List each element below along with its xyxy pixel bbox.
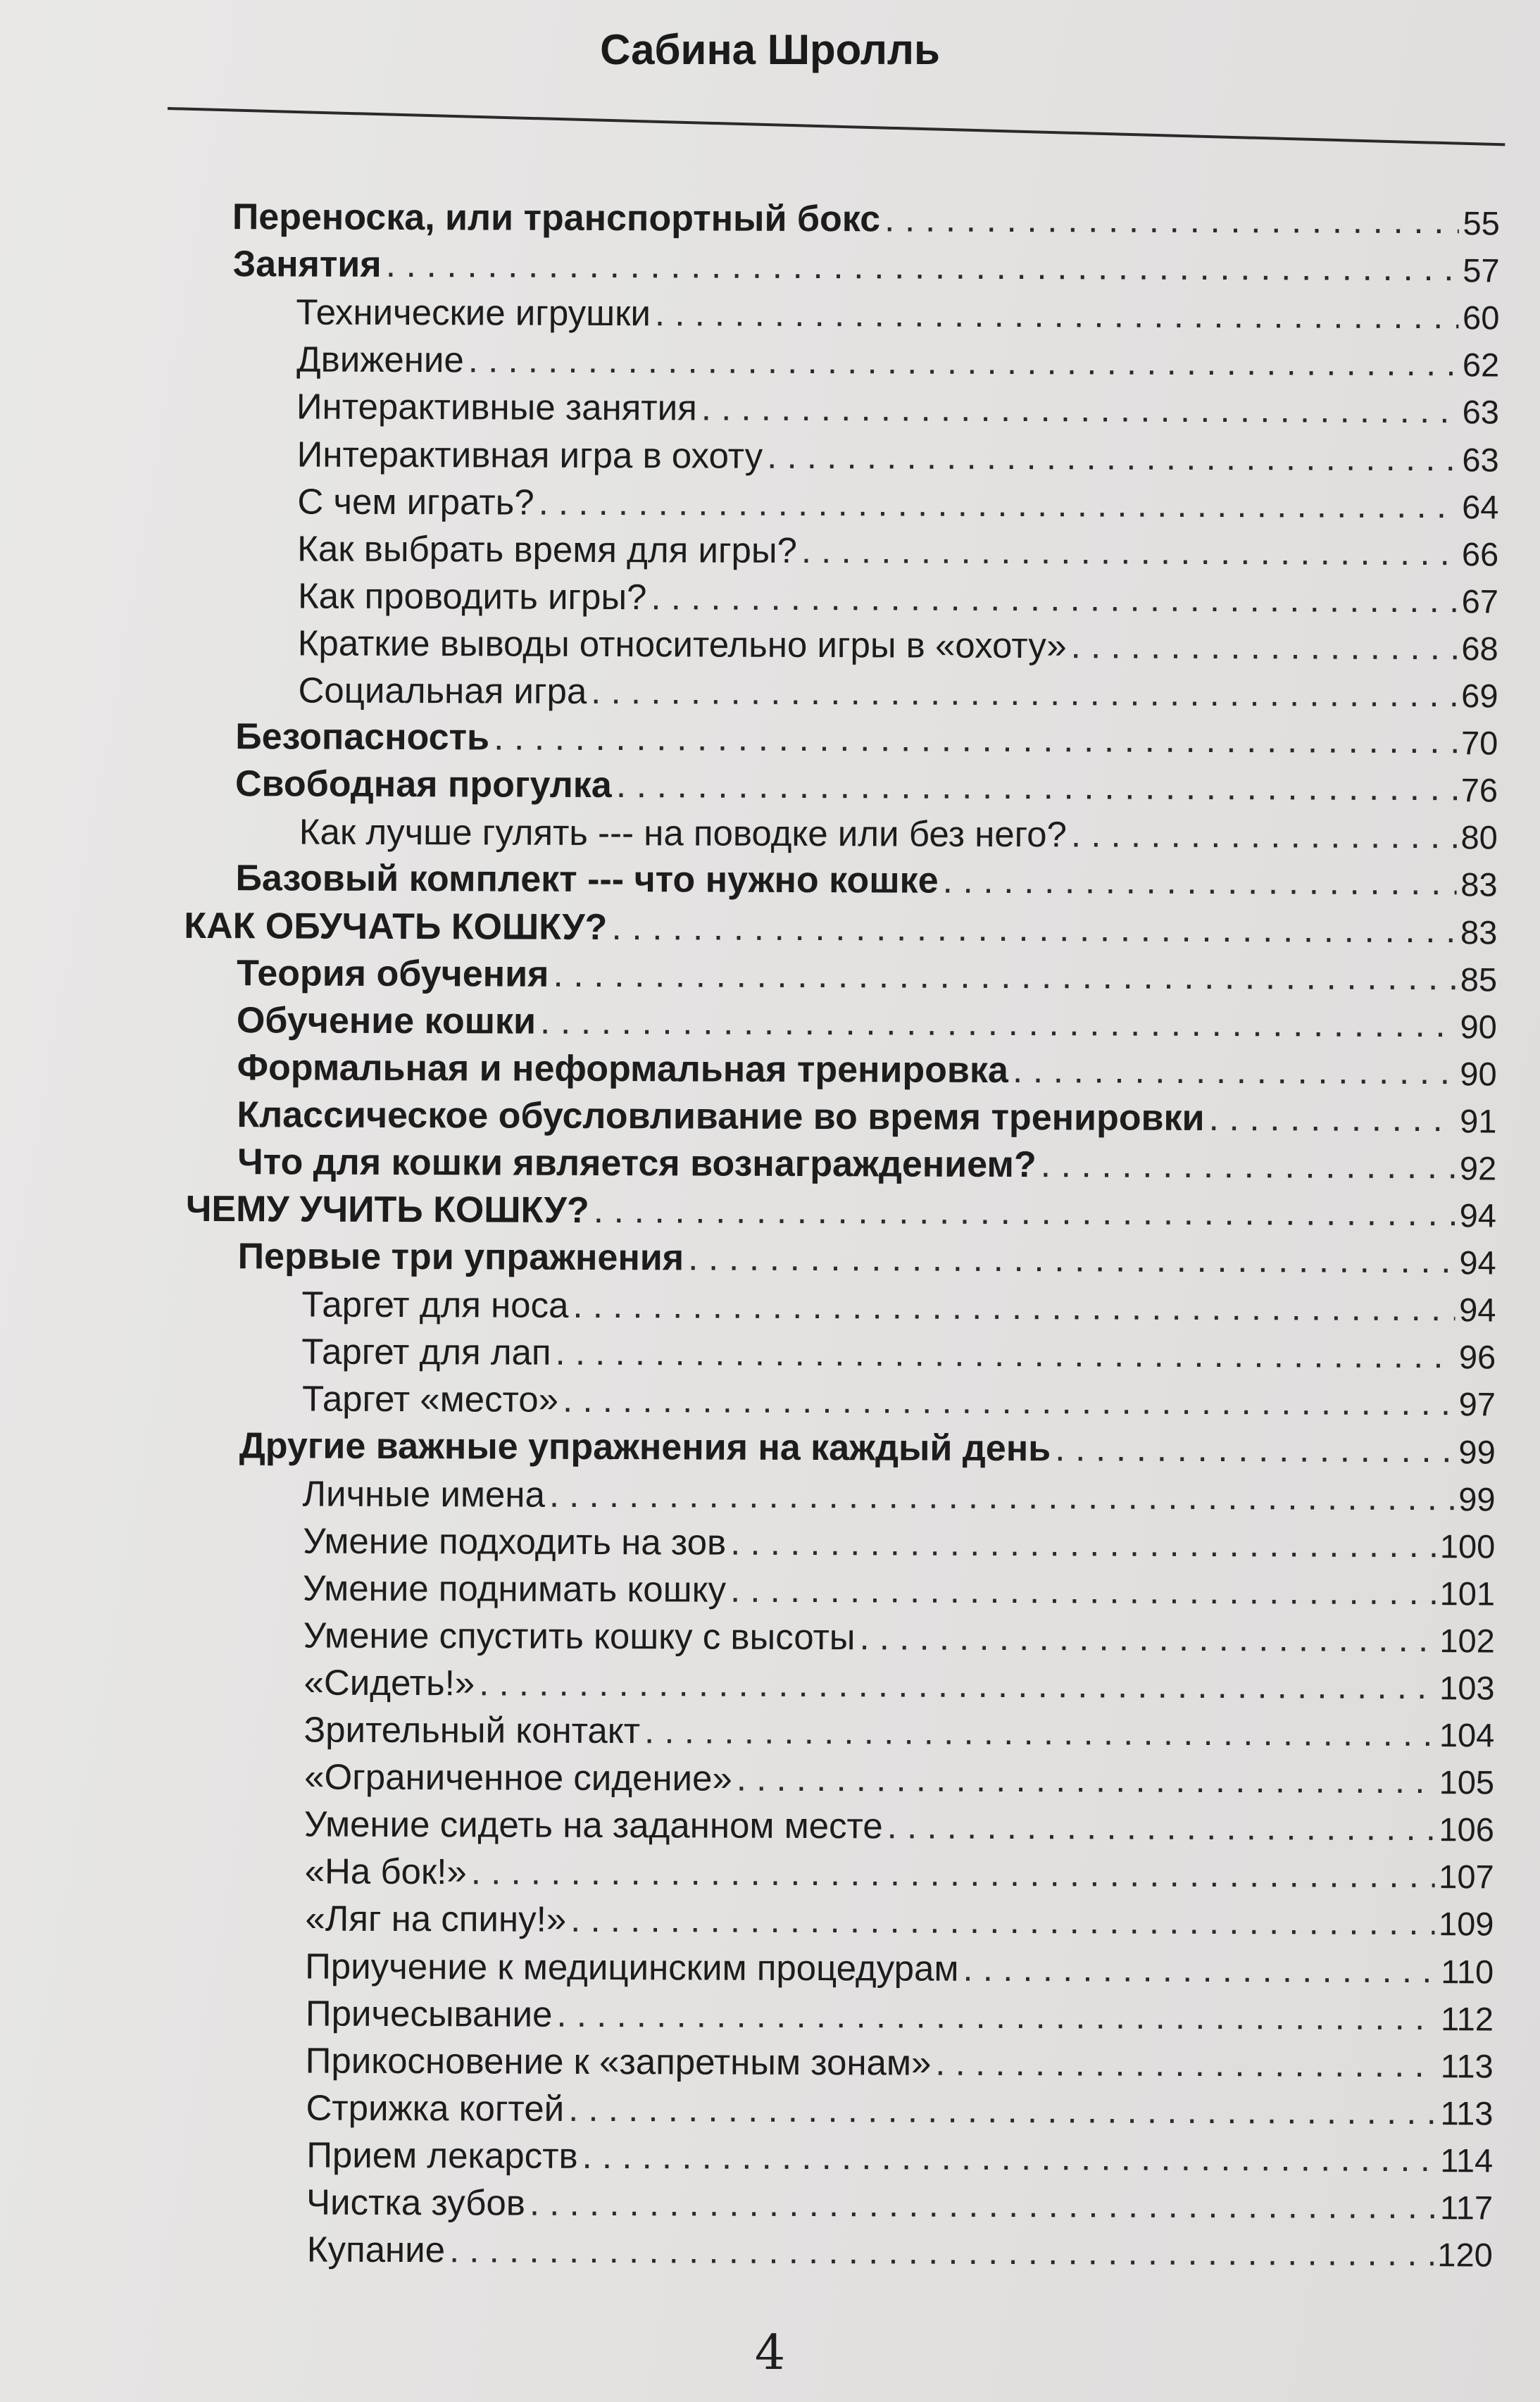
toc-entry-title: Умение сидеть на заданном месте <box>303 1803 883 1846</box>
toc-dot-leader <box>859 1619 1435 1657</box>
toc-dot-leader <box>471 1854 1435 1894</box>
toc-entry <box>0 664 1539 717</box>
toc-entry-page: 67 <box>1461 582 1499 620</box>
toc-entry-title: Приучение к медицинским процедурам <box>305 1946 959 1989</box>
toc-entry <box>0 1325 1536 1378</box>
toc-entry-page: 63 <box>1462 440 1499 478</box>
toc-dot-leader <box>540 1003 1456 1043</box>
toc-entry-title: Базовый комплект --- что нужно кошке <box>235 858 939 902</box>
toc-entry <box>0 1845 1534 1898</box>
toc-entry-title: КАК ОБУЧАТЬ КОШКУ? <box>184 905 608 948</box>
toc-dot-leader <box>530 2185 1436 2224</box>
toc-entry <box>0 570 1539 623</box>
toc-entry-page: 85 <box>1460 960 1498 999</box>
toc-dot-leader <box>611 909 1456 949</box>
toc-dot-leader <box>1071 817 1457 854</box>
toc-entry-page: 109 <box>1438 1905 1494 1943</box>
toc-dot-leader <box>801 532 1458 570</box>
toc-dot-leader <box>651 579 1457 618</box>
toc-dot-leader <box>655 296 1458 334</box>
toc-entry-title: Занятия <box>232 244 382 286</box>
toc-entry-page: 104 <box>1439 1716 1495 1754</box>
toc-entry-page: 70 <box>1460 724 1498 762</box>
toc-entry-page: 113 <box>1440 2094 1494 2132</box>
toc-dot-leader <box>563 1382 1455 1420</box>
toc-entry-page: 64 <box>1462 487 1499 526</box>
toc-entry-page: 100 <box>1439 1527 1496 1565</box>
toc-entry-title: Как проводить игры? <box>297 575 647 618</box>
toc-entry-title: Умение подходить на зов <box>303 1520 727 1563</box>
toc-entry <box>0 1278 1536 1331</box>
toc-entry-page: 112 <box>1440 1999 1494 2038</box>
toc-dot-leader <box>1041 1146 1456 1184</box>
toc-dot-leader <box>1208 1100 1456 1137</box>
toc-entry-title: «Ляг на спину!» <box>305 1898 567 1940</box>
toc-entry-title: ЧЕМУ УЧИТЬ КОШКУ? <box>185 1188 589 1231</box>
toc-entry-title: Как выбрать время для игры? <box>297 528 798 570</box>
toc-dot-leader <box>449 2232 1434 2271</box>
toc-entry-page: 113 <box>1440 2046 1494 2085</box>
toc-entry-title: Личные имена <box>302 1473 545 1515</box>
toc-entry-title: «Сидеть!» <box>303 1662 475 1703</box>
toc-entry-title: Прием лекарств <box>306 2134 578 2176</box>
toc-entry-title: Купание <box>306 2229 446 2270</box>
toc-entry-page: 102 <box>1439 1622 1495 1660</box>
toc-entry-page: 66 <box>1461 534 1499 573</box>
toc-dot-leader <box>942 863 1456 901</box>
toc-entry-page: 103 <box>1439 1669 1495 1707</box>
toc-entry-title: Чистка зубов <box>306 2182 525 2223</box>
toc-entry-page: 90 <box>1460 1007 1497 1046</box>
toc-entry-title: Формальная и неформальная тренировка <box>237 1046 1008 1091</box>
toc-entry-title: Первые три упражнения <box>237 1236 684 1279</box>
toc-entry-page: 105 <box>1439 1763 1495 1801</box>
toc-entry-title: Зрительный контакт <box>303 1709 641 1751</box>
toc-entry-title: Безопасность <box>235 716 490 758</box>
toc-entry <box>0 1420 1536 1472</box>
toc-entry-page: 83 <box>1460 865 1498 903</box>
toc-entry-page: 55 <box>1463 204 1500 242</box>
toc-entry <box>0 1751 1534 1803</box>
table-of-contents <box>0 192 1540 2276</box>
toc-entry <box>0 617 1539 670</box>
toc-entry <box>0 1939 1534 1992</box>
toc-entry-title: Таргет для лап <box>301 1331 551 1373</box>
toc-entry-title: Интерактивные занятия <box>296 386 697 428</box>
toc-entry-page: 99 <box>1458 1432 1496 1470</box>
toc-dot-leader <box>1071 627 1458 665</box>
toc-entry-title: Прикосновение к «запретным зонам» <box>305 2040 932 2083</box>
toc-dot-leader <box>730 1571 1436 1609</box>
toc-entry-page: 114 <box>1440 2141 1494 2179</box>
toc-entry <box>0 947 1537 1000</box>
toc-entry <box>0 1609 1535 1662</box>
toc-entry <box>0 286 1540 339</box>
toc-entry-page: 101 <box>1439 1574 1496 1613</box>
toc-entry <box>0 1892 1534 1945</box>
toc-entry-title: «Ограниченное сидение» <box>304 1756 732 1799</box>
toc-entry-page: 94 <box>1459 1291 1496 1329</box>
header-rule <box>168 107 1505 146</box>
toc-entry-page: 80 <box>1460 818 1498 856</box>
toc-entry-page: 99 <box>1458 1480 1496 1518</box>
toc-entry-title: Переноска, или транспортный бокс <box>232 196 881 240</box>
toc-entry-title: «На бок!» <box>304 1851 467 1892</box>
toc-entry-title: Умение поднимать кошку <box>302 1568 727 1610</box>
toc-entry-page: 94 <box>1459 1196 1497 1234</box>
toc-entry <box>0 2129 1533 2182</box>
toc-dot-leader <box>494 720 1457 760</box>
toc-dot-leader <box>479 1665 1435 1704</box>
toc-dot-leader <box>556 1996 1436 2034</box>
toc-dot-leader <box>616 767 1457 806</box>
toc-entry <box>0 2223 1533 2276</box>
toc-entry-title: Интерактивная игра в охоту <box>296 434 763 476</box>
toc-entry-title: Социальная игра <box>298 670 587 711</box>
toc-dot-leader <box>553 956 1456 995</box>
toc-dot-leader <box>701 390 1458 429</box>
toc-entry-title: Классическое обусловливание во время тренировки <box>237 1094 1205 1139</box>
toc-entry-page: 97 <box>1458 1385 1496 1423</box>
toc-entry <box>0 806 1538 858</box>
toc-entry-page: 107 <box>1439 1858 1494 1896</box>
toc-entry <box>0 1656 1535 1709</box>
toc-dot-leader <box>887 1808 1435 1846</box>
toc-entry <box>0 333 1539 386</box>
toc-entry-title: Другие важные упражнения на каждый день <box>239 1425 1051 1469</box>
toc-entry-page: 76 <box>1460 771 1498 809</box>
toc-entry <box>0 192 1540 244</box>
toc-entry <box>0 1703 1534 1756</box>
toc-dot-leader <box>572 1287 1455 1326</box>
toc-entry <box>0 711 1538 764</box>
toc-entry-title: Теория обучения <box>237 952 549 995</box>
toc-entry <box>0 1468 1536 1520</box>
toc-entry-title: Умение спустить кошку с высоты <box>303 1615 856 1658</box>
toc-entry <box>0 1184 1536 1237</box>
toc-dot-leader <box>539 484 1458 523</box>
toc-entry-page: 91 <box>1460 1102 1497 1140</box>
toc-dot-leader <box>568 2091 1436 2129</box>
toc-dot-leader <box>1013 1052 1456 1090</box>
toc-entry-page: 92 <box>1459 1149 1497 1187</box>
toc-entry-page: 106 <box>1439 1810 1494 1849</box>
toc-dot-leader <box>570 1901 1434 1940</box>
toc-entry-page: 94 <box>1459 1244 1496 1282</box>
toc-entry-title: Технические игрушки <box>296 292 651 334</box>
toc-entry-page: 96 <box>1458 1338 1496 1376</box>
toc-entry-page: 120 <box>1437 2236 1493 2274</box>
toc-entry <box>0 1042 1537 1095</box>
page-number: 4 <box>754 2325 786 2381</box>
toc-dot-leader <box>688 1240 1456 1280</box>
toc-entry <box>0 1798 1534 1851</box>
toc-entry <box>0 1562 1535 1615</box>
toc-entry-page: 63 <box>1462 393 1500 431</box>
toc-entry-title: Обучение кошки <box>236 999 537 1042</box>
toc-dot-leader <box>386 246 1459 287</box>
toc-dot-leader <box>935 2044 1436 2082</box>
toc-entry <box>0 523 1539 575</box>
toc-entry <box>0 239 1540 292</box>
toc-dot-leader <box>591 673 1457 712</box>
toc-entry <box>0 900 1537 953</box>
toc-entry-title: Таргет «место» <box>301 1378 559 1420</box>
toc-entry <box>0 1372 1536 1425</box>
toc-dot-leader <box>1055 1430 1455 1468</box>
toc-entry <box>0 2176 1533 2229</box>
toc-entry <box>0 1515 1535 1568</box>
toc-entry <box>0 2082 1534 2134</box>
toc-entry <box>0 1231 1536 1284</box>
toc-dot-leader <box>468 342 1458 382</box>
toc-entry <box>0 1089 1537 1142</box>
toc-entry <box>0 475 1539 528</box>
toc-entry-title: Как лучше гулять --- на поводке или без него? <box>299 811 1068 855</box>
toc-entry-page: 83 <box>1460 913 1498 951</box>
toc-dot-leader <box>555 1334 1455 1373</box>
toc-entry-title: Что для кошки является вознаграждением? <box>237 1141 1037 1186</box>
running-head: Сабина Шролль <box>600 26 940 73</box>
toc-entry-page: 62 <box>1462 346 1500 384</box>
toc-dot-leader <box>767 437 1458 475</box>
toc-dot-leader <box>884 201 1459 239</box>
toc-entry <box>0 758 1538 811</box>
toc-entry-title: Краткие выводы относительно игры в «охоту» <box>297 623 1067 666</box>
toc-entry-page: 69 <box>1461 677 1498 715</box>
toc-entry <box>0 1987 1534 2040</box>
toc-entry <box>0 853 1538 906</box>
toc-entry-page: 110 <box>1441 1952 1494 1990</box>
toc-entry-title: Движение <box>296 339 464 380</box>
toc-entry <box>0 380 1539 433</box>
toc-entry <box>0 2034 1534 2087</box>
toc-entry-page: 90 <box>1460 1055 1497 1093</box>
toc-entry <box>0 995 1537 1048</box>
toc-dot-leader <box>582 2138 1436 2177</box>
toc-entry-title: Причесывание <box>305 1993 553 2034</box>
toc-dot-leader <box>730 1524 1436 1562</box>
toc-dot-leader <box>644 1713 1435 1751</box>
toc-entry-title: Стрижка когтей <box>306 2087 565 2129</box>
toc-entry-page: 60 <box>1463 299 1500 337</box>
toc-dot-leader <box>594 1192 1456 1232</box>
toc-dot-leader <box>549 1476 1455 1515</box>
toc-entry-title: С чем играть? <box>297 481 534 523</box>
toc-entry <box>0 1137 1536 1189</box>
toc-entry <box>0 427 1539 480</box>
toc-entry-title: Таргет для носа <box>301 1284 569 1326</box>
toc-dot-leader <box>963 1950 1436 1987</box>
toc-entry-title: Свободная прогулка <box>234 763 612 806</box>
toc-entry-page: 117 <box>1439 2189 1494 2227</box>
toc-entry-page: 68 <box>1461 630 1498 668</box>
toc-entry-page: 57 <box>1463 251 1500 289</box>
toc-dot-leader <box>737 1760 1435 1799</box>
